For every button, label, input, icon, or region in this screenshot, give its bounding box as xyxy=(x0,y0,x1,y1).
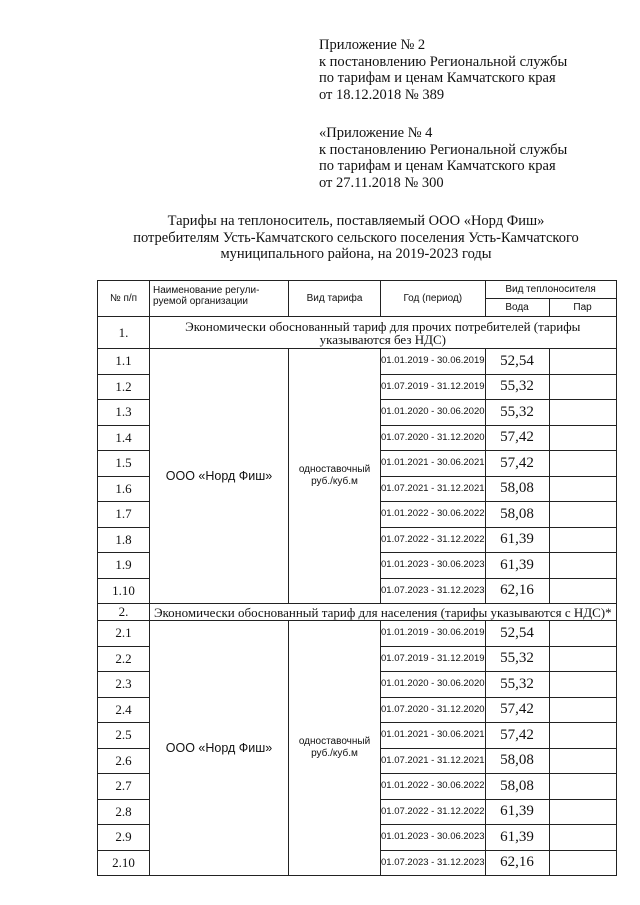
water-value: 62,16 xyxy=(485,850,549,876)
period: 01.01.2022 - 30.06.2022 xyxy=(381,502,486,528)
water-value: 57,42 xyxy=(485,451,549,477)
steam-value xyxy=(549,502,616,528)
appendix-line: «Приложение № 4 xyxy=(319,125,433,141)
period: 01.07.2019 - 31.12.2019 xyxy=(381,646,486,672)
steam-value xyxy=(549,476,616,502)
row-num: 1.3 xyxy=(98,400,150,426)
steam-value xyxy=(549,774,616,800)
period: 01.07.2021 - 31.12.2021 xyxy=(381,748,486,774)
title-line: потребителям Усть-Камчатского сельского поселения Усть-Камчатского xyxy=(133,229,579,246)
appendix-line: по тарифам и ценам Камчатского края xyxy=(319,70,556,86)
water-value: 55,32 xyxy=(485,374,549,400)
appendix-2-header xyxy=(319,37,567,103)
period: 01.01.2020 - 30.06.2020 xyxy=(381,672,486,698)
appendix-4-header xyxy=(319,125,567,191)
appendix-line: от 18.12.2018 № 389 xyxy=(319,86,445,103)
period: 01.01.2021 - 30.06.2021 xyxy=(381,723,486,749)
water-value: 58,08 xyxy=(485,476,549,502)
steam-value xyxy=(549,825,616,851)
row-num: 1.6 xyxy=(98,476,150,502)
title-line: Тарифы на теплоноситель, поставляемый ООО «Норд Фиш» xyxy=(167,213,545,229)
row-num: 1.8 xyxy=(98,527,150,553)
water-value: 61,39 xyxy=(485,799,549,825)
water-value: 55,32 xyxy=(485,400,549,426)
steam-value xyxy=(549,621,616,647)
water-value: 55,32 xyxy=(485,672,549,698)
row-num: 2.4 xyxy=(98,697,150,723)
water-value: 57,42 xyxy=(485,697,549,723)
steam-value xyxy=(549,646,616,672)
steam-value xyxy=(549,527,616,553)
appendix-line: к постановлению Региональной службы xyxy=(319,53,568,70)
tariff-type: одноставочный руб./куб.м xyxy=(289,349,381,604)
period: 01.07.2019 - 31.12.2019 xyxy=(381,374,486,400)
section-num: 1. xyxy=(98,317,150,349)
period: 01.01.2019 - 30.06.2019 xyxy=(381,621,486,647)
water-value: 52,54 xyxy=(485,621,549,647)
row-num: 2.2 xyxy=(98,646,150,672)
row-num: 2.8 xyxy=(98,799,150,825)
period: 01.07.2021 - 31.12.2021 xyxy=(381,476,486,502)
org-name: ООО «Норд Фиш» xyxy=(150,621,289,876)
period: 01.07.2023 - 31.12.2023 xyxy=(381,850,486,876)
org-name: ООО «Норд Фиш» xyxy=(150,349,289,604)
row-num: 1.4 xyxy=(98,425,150,451)
period: 01.07.2022 - 31.12.2022 xyxy=(381,527,486,553)
period: 01.01.2023 - 30.06.2023 xyxy=(381,553,486,579)
tariff-table xyxy=(97,280,617,876)
header-num: № п/п xyxy=(98,281,150,317)
water-value: 58,08 xyxy=(485,502,549,528)
period: 01.01.2021 - 30.06.2021 xyxy=(381,451,486,477)
steam-value xyxy=(549,748,616,774)
table-row xyxy=(98,349,617,375)
section-num: 2. xyxy=(98,604,150,621)
row-num: 2.10 xyxy=(98,850,150,876)
row-num: 2.3 xyxy=(98,672,150,698)
steam-value xyxy=(549,374,616,400)
steam-value xyxy=(549,850,616,876)
steam-value xyxy=(549,349,616,375)
steam-value xyxy=(549,672,616,698)
water-value: 52,54 xyxy=(485,349,549,375)
steam-value xyxy=(549,723,616,749)
row-num: 1.2 xyxy=(98,374,150,400)
appendix-line: от 27.11.2018 № 300 xyxy=(319,174,444,191)
row-num: 1.1 xyxy=(98,349,150,375)
period: 01.01.2020 - 30.06.2020 xyxy=(381,400,486,426)
header-org: Наименование регули-руемой организации xyxy=(150,281,289,317)
water-value: 57,42 xyxy=(485,425,549,451)
title-line: муниципального района, на 2019-2023 годы xyxy=(220,246,492,262)
period: 01.01.2022 - 30.06.2022 xyxy=(381,774,486,800)
steam-value xyxy=(549,578,616,604)
document-title xyxy=(96,213,616,263)
header-water: Вода xyxy=(485,299,549,317)
water-value: 57,42 xyxy=(485,723,549,749)
water-value: 61,39 xyxy=(485,553,549,579)
appendix-line: Приложение № 2 xyxy=(319,37,426,53)
row-num: 1.9 xyxy=(98,553,150,579)
section-body xyxy=(98,604,617,876)
steam-value xyxy=(549,400,616,426)
water-value: 55,32 xyxy=(485,646,549,672)
row-num: 2.7 xyxy=(98,774,150,800)
row-num: 1.5 xyxy=(98,451,150,477)
steam-value xyxy=(549,451,616,477)
water-value: 61,39 xyxy=(485,527,549,553)
period: 01.07.2020 - 31.12.2020 xyxy=(381,425,486,451)
steam-value xyxy=(549,425,616,451)
tariff-type: одноставочный руб./куб.м xyxy=(289,621,381,876)
section-body xyxy=(98,317,617,604)
appendix-line: к постановлению Региональной службы xyxy=(319,141,568,158)
header-period: Год (период) xyxy=(381,281,486,317)
water-value: 58,08 xyxy=(485,774,549,800)
row-num: 2.9 xyxy=(98,825,150,851)
table-row xyxy=(98,621,617,647)
water-value: 58,08 xyxy=(485,748,549,774)
row-num: 2.1 xyxy=(98,621,150,647)
period: 01.07.2020 - 31.12.2020 xyxy=(381,697,486,723)
period: 01.01.2023 - 30.06.2023 xyxy=(381,825,486,851)
row-num: 2.6 xyxy=(98,748,150,774)
appendix-line: по тарифам и ценам Камчатского края xyxy=(319,158,556,174)
period: 01.07.2023 - 31.12.2023 xyxy=(381,578,486,604)
period: 01.01.2019 - 30.06.2019 xyxy=(381,349,486,375)
row-num: 2.5 xyxy=(98,723,150,749)
water-value: 61,39 xyxy=(485,825,549,851)
section-title: Экономически обоснованный тариф для прочих потребителей (тарифы указываются без НДС) xyxy=(150,317,617,349)
header-tariff-type: Вид тарифа xyxy=(289,281,381,317)
steam-value xyxy=(549,697,616,723)
steam-value xyxy=(549,553,616,579)
row-num: 1.7 xyxy=(98,502,150,528)
water-value: 62,16 xyxy=(485,578,549,604)
steam-value xyxy=(549,799,616,825)
row-num: 1.10 xyxy=(98,578,150,604)
header-carrier: Вид теплоносителя xyxy=(485,281,616,299)
period: 01.07.2022 - 31.12.2022 xyxy=(381,799,486,825)
header-steam: Пар xyxy=(549,299,616,317)
section-title: Экономически обоснованный тариф для населения (тарифы указываются с НДС)* xyxy=(150,604,617,621)
